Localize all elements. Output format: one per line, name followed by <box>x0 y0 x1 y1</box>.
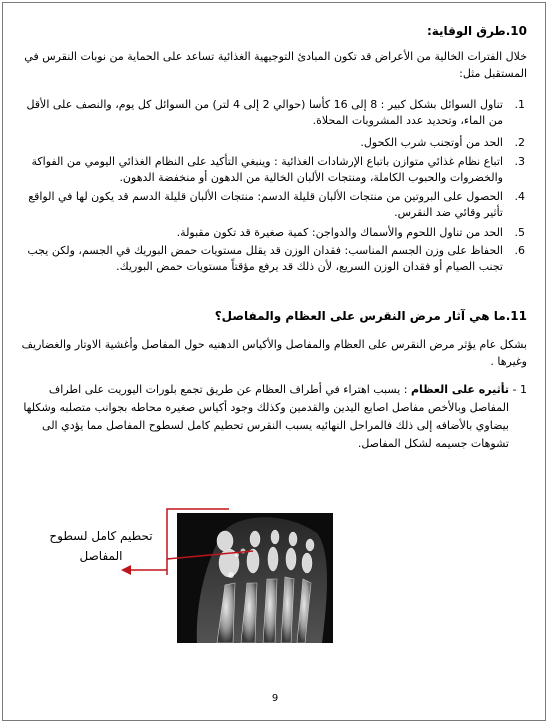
list-item-text: تناول السوائل بشكل كبير : 8 إلى 16 كأسا (حوالي 2 إلى 4 لتر) من السوائل كل يوم، والنصف على الأقل من الماء، وتحديد عدد المشروبات المحلاة. <box>26 98 503 127</box>
callout-arrow-head <box>121 565 131 575</box>
list-item-text: الحد من أوتجنب شرب الكحول. <box>360 136 503 149</box>
point-text: : يسبب اهتراء في أطراف العظام عن طريق تجمع بلورات اليوريت على اطراف المفاصل وبالأخص مفاصل اصابع اليدين والقدمين وكذلك وجود أكياس صغيره محاطه بجوانب متصلبه وشكلها بيضاوي بالأضافه إلى ذلك فالمراحل النهائيه يسبب النقرس تحطيم كامل لسطوح المفاصل مما يؤدي الى تشوهات جسيمه لشكل المفاصل. <box>23 383 509 450</box>
list-item-text: الحصول على البروتين من منتجات الألبان قليلة الدسم: منتجات الألبان قليلة الدسم قد يكون لها في الواقع تأثير وقائي ضد النقرس. <box>28 190 503 219</box>
list-item-number: 1. <box>514 98 525 111</box>
section-11-heading: 11.ما هي آثار مرض النقرس على العظام والمفاصل؟ <box>214 309 527 323</box>
point-number: 1 - <box>512 383 527 396</box>
callout-line-upper <box>167 509 229 575</box>
list-item-text: الحفاظ على وزن الجسم المناسب: فقدان الوزن قد يقلل مستويات حمض البوريك في الجسم، ولكن يجب تجنب الصيام أو فقدان الوزن السريع، لأن ذلك قد يرفع مؤقتاً مستويات حمض البوريك. <box>27 244 503 273</box>
page-number: 9 <box>271 693 279 704</box>
figure-callout-label: تحطيم كامل لسطوح المفاصل <box>49 529 153 563</box>
list-item-number: 2. <box>514 136 525 149</box>
list-item-text: الحد من تناول اللحوم والأسماك والدواجن: كمية صغيرة قد تكون مقبولة. <box>176 226 503 239</box>
section-10-intro: خلال الفترات الخالية من الأعراض قد تكون المبادئ التوجيهية الغذائية تساعد على الحماية من نوبات النقرس في المستقبل مثل: <box>24 50 527 80</box>
section-10-heading: 10.طرق الوقاية: <box>426 24 527 38</box>
list-item-text: اتباع نظام غذائي متوازن باتباع الإرشادات الغذائية : وينبغي التأكيد على النظام الغذائي اليومي من الفواكة والخضروات والحبوب الكاملة، ومنتجات الألبان الخالية من الدهون أو منخفضة الدهون. <box>31 155 503 184</box>
list-item-number: 3. <box>514 155 525 168</box>
document-page <box>2 2 546 721</box>
point-label: تأثيره على العظام <box>410 383 509 396</box>
callout-lines <box>3 3 547 722</box>
list-item-number: 5. <box>514 226 525 239</box>
list-item-number: 4. <box>514 190 525 203</box>
section-11-intro: بشكل عام يؤثر مرض النقرس على العظام والمفاصل والأكياس الدهنيه حول المفاصل وأغشية الاوتار والغضاريف وغيرها . <box>21 338 527 368</box>
list-item-number: 6. <box>514 244 525 257</box>
callout-line-middle <box>167 551 253 559</box>
